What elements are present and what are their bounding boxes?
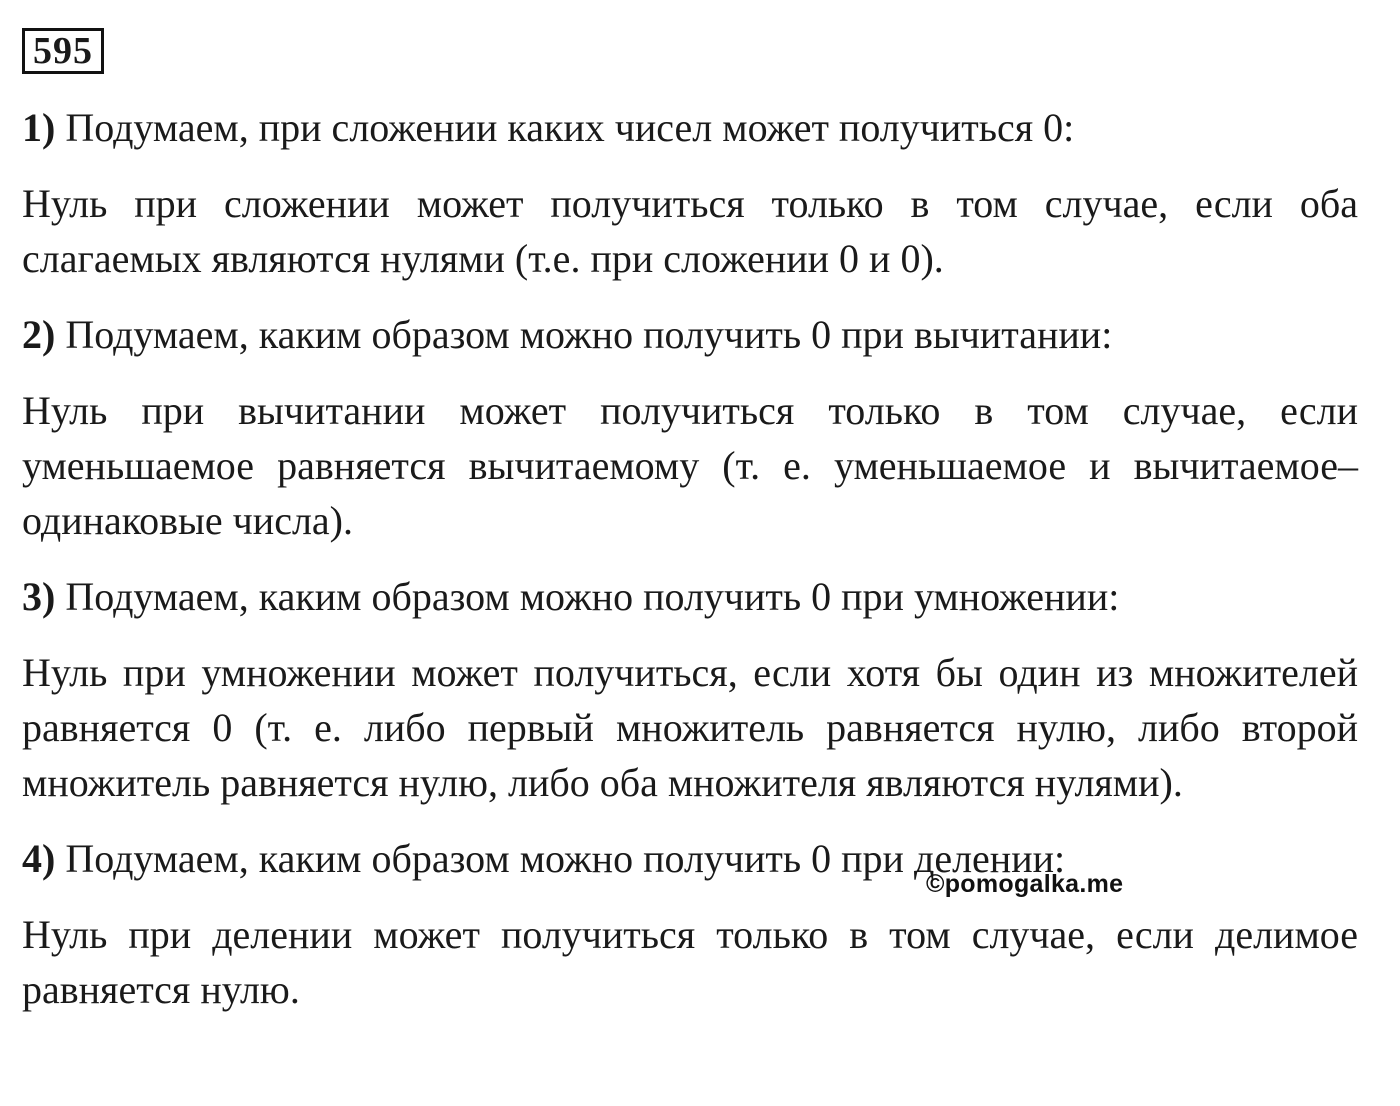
section-4-heading-text: Подумаем, каким образом можно получить 0 при делении: — [65, 836, 1066, 881]
solution-content — [22, 100, 1358, 1038]
watermark-text: ©pomogalka.me — [926, 870, 1124, 898]
section-2-number: 2) — [22, 312, 56, 357]
section-2-heading — [22, 307, 1358, 362]
section-1-heading-text: Подумаем, при сложении каких чисел может получиться 0: — [65, 105, 1075, 150]
section-1-body: Нуль при сложении может получиться только в том случае, если оба слагаемых являются нулями (т.е. при сложении 0 и 0). — [22, 181, 1358, 281]
section-3-heading — [22, 569, 1358, 624]
section-3-number: 3) — [22, 574, 56, 619]
section-3-heading-text: Подумаем, каким образом можно получить 0 при умножении: — [65, 574, 1120, 619]
section-1-number: 1) — [22, 105, 56, 150]
section-3-body: Нуль при умножении может получиться, если хотя бы один из множителей равняется 0 (т. е. либо первый множитель равняется нулю, либо второй множитель равняется нулю, либо оба множителя являются нулями). — [22, 650, 1358, 805]
section-4-number: 4) — [22, 836, 56, 881]
task-number-box: 595 — [22, 28, 104, 74]
section-2-body: Нуль при вычитании может получиться только в том случае, если уменьшаемое равняется вычитаемому (т. е. уменьшаемое и вычитаемое– одинаковые числа). — [22, 388, 1358, 543]
section-2-heading-text: Подумаем, каким образом можно получить 0 при вычитании: — [65, 312, 1113, 357]
section-4-body: Нуль при делении может получиться только в том случае, если делимое равняется нулю. — [22, 912, 1358, 1012]
section-1-heading — [22, 100, 1358, 155]
section-4-heading — [22, 831, 1358, 886]
